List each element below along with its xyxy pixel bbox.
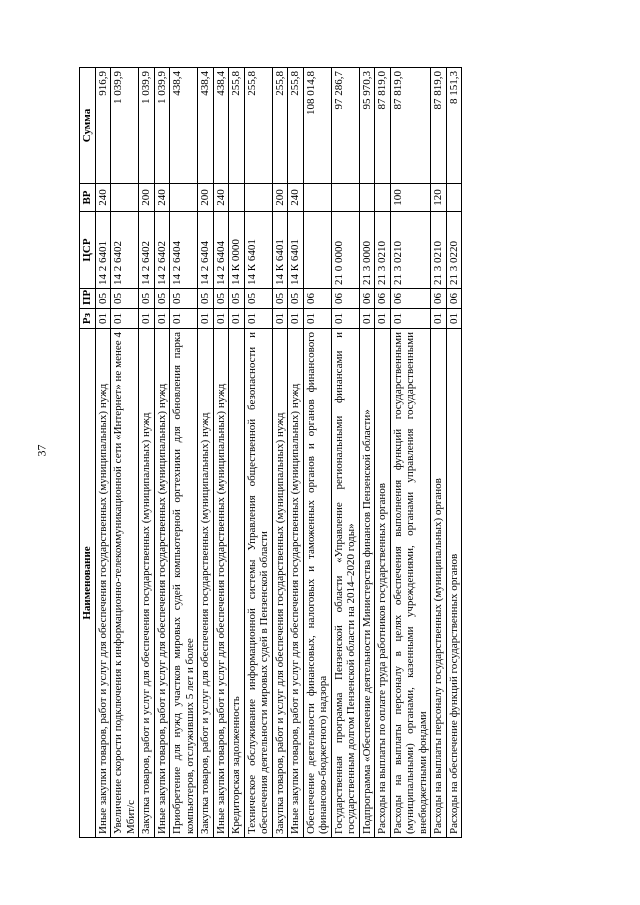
cell-sum: 438,4 <box>170 68 198 184</box>
cell-sum: 108 014,8 <box>303 68 331 184</box>
cell-vr: 240 <box>213 184 229 212</box>
cell-rz: 01 <box>390 309 431 329</box>
table-header-row <box>80 68 96 838</box>
cell-name: Увеличение скорости подключения к информационно-телекоммуникационной сети «Интернет» не менее 4 Мбит/с <box>111 329 139 838</box>
table-row <box>431 68 447 838</box>
cell-sum: 255,8 <box>229 68 245 184</box>
cell-csr: 14 2 6402 <box>111 212 139 289</box>
cell-name: Расходы на выплаты персоналу в целях обеспечения выполнения функций государственными (муниципальными) органами, казенными учреждениями, органами управления государственными внебюджетными фондами <box>390 329 431 838</box>
cell-sum: 97 286,7 <box>331 68 359 184</box>
cell-vr: 240 <box>288 184 304 212</box>
cell-pr: 06 <box>303 289 331 309</box>
cell-rz: 01 <box>359 309 375 329</box>
table-row <box>198 68 214 838</box>
cell-vr <box>375 184 391 212</box>
cell-pr: 06 <box>390 289 431 309</box>
cell-pr: 06 <box>431 289 447 309</box>
header-rz: Рз <box>80 309 96 329</box>
cell-rz: 01 <box>154 309 170 329</box>
cell-rz: 01 <box>95 309 111 329</box>
cell-rz: 01 <box>331 309 359 329</box>
cell-rz: 01 <box>229 309 245 329</box>
cell-name: Кредиторская задолженность <box>229 329 245 838</box>
cell-csr: 21 3 0210 <box>390 212 431 289</box>
cell-sum: 255,8 <box>272 68 288 184</box>
cell-name: Расходы на выплаты по оплате труда работников государственных органов <box>375 329 391 838</box>
cell-pr: 05 <box>272 289 288 309</box>
cell-pr: 05 <box>139 289 155 309</box>
cell-csr: 14 2 6401 <box>95 212 111 289</box>
cell-name: Расходы на выплаты персоналу государственных (муниципальных) органов <box>431 329 447 838</box>
cell-pr: 05 <box>95 289 111 309</box>
cell-csr: 14 2 6404 <box>198 212 214 289</box>
cell-rz: 01 <box>303 309 331 329</box>
cell-vr <box>303 184 331 212</box>
cell-csr: 21 3 0000 <box>359 212 375 289</box>
cell-sum: 1 039,9 <box>139 68 155 184</box>
table-body <box>95 68 462 838</box>
cell-sum: 8 151,3 <box>446 68 462 184</box>
cell-vr: 240 <box>154 184 170 212</box>
page-number: 37 <box>34 444 49 457</box>
cell-name: Иные закупки товаров, работ и услуг для обеспечения государственных (муниципальных) нужд <box>95 329 111 838</box>
cell-csr: 14 К 6401 <box>244 212 272 289</box>
table-row <box>375 68 391 838</box>
cell-rz: 01 <box>375 309 391 329</box>
table-row <box>111 68 139 838</box>
cell-sum: 255,8 <box>288 68 304 184</box>
cell-sum: 255,8 <box>244 68 272 184</box>
cell-sum: 438,4 <box>198 68 214 184</box>
cell-pr: 06 <box>331 289 359 309</box>
cell-vr <box>170 184 198 212</box>
rotated-table-container <box>79 68 599 838</box>
cell-pr: 06 <box>359 289 375 309</box>
cell-rz: 01 <box>446 309 462 329</box>
cell-pr: 06 <box>446 289 462 309</box>
cell-rz: 01 <box>111 309 139 329</box>
table-row <box>272 68 288 838</box>
table-row <box>359 68 375 838</box>
cell-sum: 438,4 <box>213 68 229 184</box>
table-row <box>446 68 462 838</box>
cell-rz: 01 <box>198 309 214 329</box>
cell-vr <box>111 184 139 212</box>
cell-name: Обеспечение деятельности финансовых, налоговых и таможенных органов и органов финансового (финансово-бюджетного) надзора <box>303 329 331 838</box>
cell-name: Закупка товаров, работ и услуг для обеспечения государственных (муниципальных) нужд <box>198 329 214 838</box>
cell-name: Иные закупки товаров, работ и услуг для обеспечения государственных (муниципальных) нужд <box>288 329 304 838</box>
cell-csr: 14 К 6401 <box>288 212 304 289</box>
cell-vr <box>359 184 375 212</box>
cell-name: Приобретение для нужд участков мировых судей компьютерной оргтехники для обновления парка компьютеров, отслуживших 5 лет и более <box>170 329 198 838</box>
table-row <box>303 68 331 838</box>
header-vr: ВР <box>80 184 96 212</box>
cell-name: Закупка товаров, работ и услуг для обеспечения государственных (муниципальных) нужд <box>272 329 288 838</box>
cell-csr: 14 К 0000 <box>229 212 245 289</box>
table-row <box>288 68 304 838</box>
cell-pr: 05 <box>229 289 245 309</box>
cell-rz: 01 <box>272 309 288 329</box>
cell-name: Закупка товаров, работ и услуг для обеспечения государственных (муниципальных) нужд <box>139 329 155 838</box>
cell-sum: 87 819,0 <box>431 68 447 184</box>
cell-csr: 14 К 6401 <box>272 212 288 289</box>
cell-vr: 240 <box>95 184 111 212</box>
cell-name: Иные закупки товаров, работ и услуг для обеспечения государственных (муниципальных) нужд <box>154 329 170 838</box>
header-sum: Сумма <box>80 68 96 184</box>
cell-csr <box>303 212 331 289</box>
cell-vr: 200 <box>272 184 288 212</box>
cell-rz: 01 <box>431 309 447 329</box>
header-name: Наименование <box>80 329 96 838</box>
table-row <box>244 68 272 838</box>
table-row <box>154 68 170 838</box>
table-row <box>95 68 111 838</box>
table-row <box>213 68 229 838</box>
header-csr: ЦСР <box>80 212 96 289</box>
cell-rz: 01 <box>288 309 304 329</box>
cell-csr: 21 3 0210 <box>431 212 447 289</box>
cell-sum: 95 970,3 <box>359 68 375 184</box>
cell-name: Иные закупки товаров, работ и услуг для обеспечения государственных (муниципальных) нужд <box>213 329 229 838</box>
table-row <box>331 68 359 838</box>
cell-vr: 200 <box>139 184 155 212</box>
cell-name: Техническое обслуживание информационной системы Управления общественной безопасности и обеспечения деятельности мировых судей в Пензенской области <box>244 329 272 838</box>
cell-pr: 05 <box>288 289 304 309</box>
cell-csr: 21 0 0000 <box>331 212 359 289</box>
budget-table <box>79 67 462 838</box>
cell-sum: 87 819,0 <box>375 68 391 184</box>
cell-sum: 87 819,0 <box>390 68 431 184</box>
cell-csr: 14 2 6404 <box>170 212 198 289</box>
cell-vr: 100 <box>390 184 431 212</box>
cell-csr: 14 2 6402 <box>139 212 155 289</box>
cell-csr: 21 3 0220 <box>446 212 462 289</box>
cell-csr: 14 2 6402 <box>154 212 170 289</box>
cell-rz: 01 <box>213 309 229 329</box>
cell-sum: 1 039,9 <box>111 68 139 184</box>
table-row <box>170 68 198 838</box>
table-row <box>229 68 245 838</box>
cell-rz: 01 <box>139 309 155 329</box>
cell-vr <box>244 184 272 212</box>
cell-csr: 21 3 0210 <box>375 212 391 289</box>
cell-sum: 916,9 <box>95 68 111 184</box>
cell-vr <box>446 184 462 212</box>
cell-pr: 05 <box>198 289 214 309</box>
cell-pr: 05 <box>154 289 170 309</box>
cell-csr: 14 2 6404 <box>213 212 229 289</box>
cell-pr: 05 <box>213 289 229 309</box>
table-row <box>390 68 431 838</box>
cell-vr <box>229 184 245 212</box>
cell-name: Государственная программа Пензенской области «Управление региональными финансами и государственным долгом Пензенской области на 2014–2020 годы» <box>331 329 359 838</box>
cell-name: Расходы на обеспечение функций государственных органов <box>446 329 462 838</box>
table-row <box>139 68 155 838</box>
cell-rz: 01 <box>244 309 272 329</box>
cell-pr: 05 <box>111 289 139 309</box>
cell-vr: 200 <box>198 184 214 212</box>
cell-name: Подпрограмма «Обеспечение деятельности Министерства финансов Пензенской области» <box>359 329 375 838</box>
cell-rz: 01 <box>170 309 198 329</box>
cell-vr <box>331 184 359 212</box>
cell-pr: 05 <box>244 289 272 309</box>
header-pr: ПР <box>80 289 96 309</box>
cell-pr: 06 <box>375 289 391 309</box>
cell-sum: 1 039,9 <box>154 68 170 184</box>
cell-vr: 120 <box>431 184 447 212</box>
cell-pr: 05 <box>170 289 198 309</box>
